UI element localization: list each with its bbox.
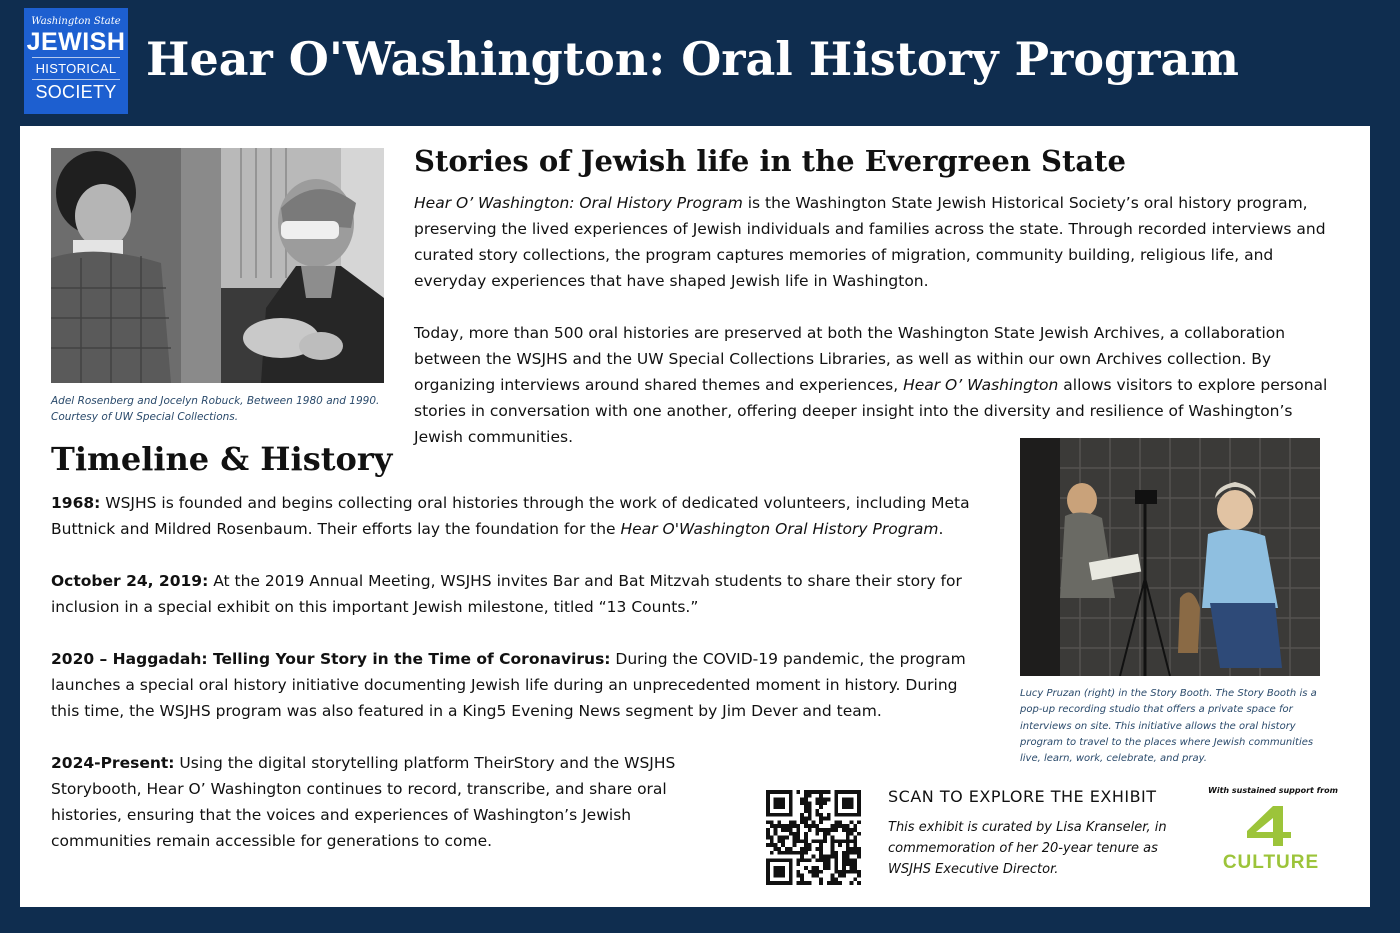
content-panel bbox=[20, 126, 1370, 907]
timeline-entry bbox=[51, 568, 981, 620]
timeline-date: 2024-Present: bbox=[51, 754, 175, 772]
logo-line-2: JEWISH bbox=[26, 28, 126, 56]
timeline-text: Using the digital storytelling platform TheirStory and the WSJHS Storybooth, Hear O’ Washington continues to record, transcribe, and share oral histories, ensuring that the voices and experiences of Washington’s Jewish communities remain accessible for generations to come. bbox=[51, 754, 676, 850]
logo-line-4: SOCIETY bbox=[32, 79, 120, 102]
timeline-date: 1968: bbox=[51, 494, 101, 512]
interview-photo-caption: Adel Rosenberg and Jocelyn Robuck, Between 1980 and 1990. Courtesy of UW Special Collections. bbox=[51, 395, 380, 423]
curator-note: This exhibit is curated by Lisa Kranseler, in commemoration of her 20-year tenure as WSJHS Executive Director. bbox=[888, 820, 1167, 877]
wsjhs-logo bbox=[24, 8, 128, 114]
timeline-italic: Hear O'Washington Oral History Program bbox=[620, 520, 939, 538]
logo-line-3: HISTORICAL bbox=[32, 57, 120, 77]
four-culture-logo bbox=[1235, 804, 1305, 848]
intro-paragraph-2-text-b: allows visitors to explore personal stories in conversation with one another, offering deeper insight into the diversity and resilience of Washington’s Jewish communities. bbox=[414, 376, 1328, 446]
intro-paragraph-1-text: is the Washington State Jewish Historical Society’s oral history program, preserving the lived experiences of Jewish individuals and families across the state. Through recorded interviews and curated story collections, the program captures memories of migration, community building, religious life, and everyday experiences that have shaped Jewish life in Washington. bbox=[414, 194, 1326, 290]
timeline-entry bbox=[51, 750, 731, 854]
support-label: With sustained support from bbox=[1208, 786, 1338, 795]
timeline-tail: . bbox=[938, 520, 944, 538]
intro-paragraph-1 bbox=[414, 190, 1344, 294]
page-title: Hear O'Washington: Oral History Program bbox=[146, 32, 1239, 86]
interview-photo bbox=[51, 148, 384, 383]
program-name-italic: Hear O’ Washington: Oral History Program bbox=[414, 194, 743, 212]
intro-text bbox=[414, 190, 1344, 450]
culture-wordmark: CULTURE bbox=[1222, 852, 1320, 873]
timeline-text: WSJHS is founded and begins collecting oral histories through the work of dedicated volunteers, including Meta Buttnick and Mildred Rosenbaum. Their efforts lay the foundation for the bbox=[51, 494, 970, 538]
story-booth-caption: Lucy Pruzan (right) in the Story Booth. The Story Booth is a pop-up recording studio that offers a private space for interviews on site. This initiative allows the oral history program to travel to the places where Jewish communities live, learn, work, celebrate, and pray. bbox=[1020, 688, 1317, 765]
scan-to-explore-label: SCAN TO EXPLORE THE EXHIBIT bbox=[888, 787, 1157, 806]
timeline-heading: Timeline & History bbox=[51, 440, 393, 478]
logo-line-1: Washington State bbox=[31, 16, 121, 27]
story-booth-photo bbox=[1020, 438, 1320, 676]
qr-code-icon[interactable] bbox=[766, 790, 861, 885]
timeline-text: At the 2019 Annual Meeting, WSJHS invites Bar and Bat Mitzvah students to share their story for inclusion in a special exhibit on this important Jewish milestone, titled “13 Counts.” bbox=[51, 572, 962, 616]
stories-heading: Stories of Jewish life in the Evergreen State bbox=[414, 144, 1127, 178]
timeline-date: October 24, 2019: bbox=[51, 572, 209, 590]
intro-paragraph-2 bbox=[414, 320, 1344, 450]
timeline-text: During the COVID-19 pandemic, the program launches a special oral history initiative documenting Jewish life during an unprecedented moment in history. During this time, the WSJHS program was also featured in a King5 Evening News segment by Jim Dever and team. bbox=[51, 650, 966, 720]
timeline-entry bbox=[51, 490, 981, 542]
timeline-date: 2020 – Haggadah: Telling Your Story in the Time of Coronavirus: bbox=[51, 650, 611, 668]
program-short-name-italic: Hear O’ Washington bbox=[903, 376, 1059, 394]
intro-paragraph-2-text-a: Today, more than 500 oral histories are preserved at both the Washington State Jewish Archives, a collaboration between the WSJHS and the UW Special Collections Libraries, as well as within our own Archives collection. By organizing interviews around shared themes and experiences, bbox=[414, 324, 1286, 394]
timeline-entry bbox=[51, 646, 981, 724]
